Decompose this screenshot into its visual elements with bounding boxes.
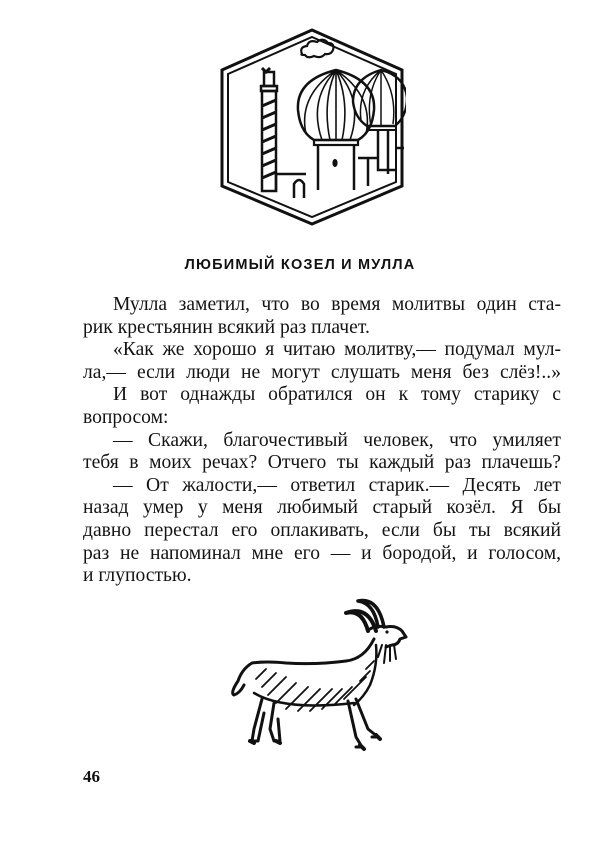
story-title: ЛЮБИМЫЙ КОЗЕЛ И МУЛЛА — [184, 257, 416, 273]
goat-illustration — [226, 583, 416, 768]
text-line: назад умер у меня любимый старый козёл. Я бы — [83, 497, 561, 519]
text-line: Мулла заметил, что во время молитвы один ста- — [113, 294, 561, 315]
story-text — [83, 294, 561, 588]
text-line: рик крестьянин всякий раз плачет. — [83, 316, 370, 338]
text-line: вопросом: — [83, 406, 169, 428]
text-line: ла,— если люди не могут слушать меня без слёз!..» — [83, 361, 561, 383]
page-number: 46 — [83, 767, 100, 786]
text-line: — От жалости,— ответил старик.— Десять лет — [113, 474, 561, 496]
text-line: и глупостью. — [83, 565, 192, 587]
text-line: — Скажи, благочестивый человек, что умиляет — [113, 429, 561, 451]
text-line: раз не напоминал мне его — и бородой, и голосом, — [83, 542, 561, 564]
text-line: «Как же хорошо я читаю молитву,— подумал мул- — [113, 339, 561, 361]
mosque-emblem-icon — [218, 28, 406, 226]
text-line: И вот однажды обратился он к тому старику с — [113, 384, 561, 406]
text-line: давно перестал его оплакивать, если бы ты всякий — [83, 519, 561, 541]
text-line: тебя в моих речах? Отчего ты каждый раз плачешь? — [83, 452, 561, 474]
